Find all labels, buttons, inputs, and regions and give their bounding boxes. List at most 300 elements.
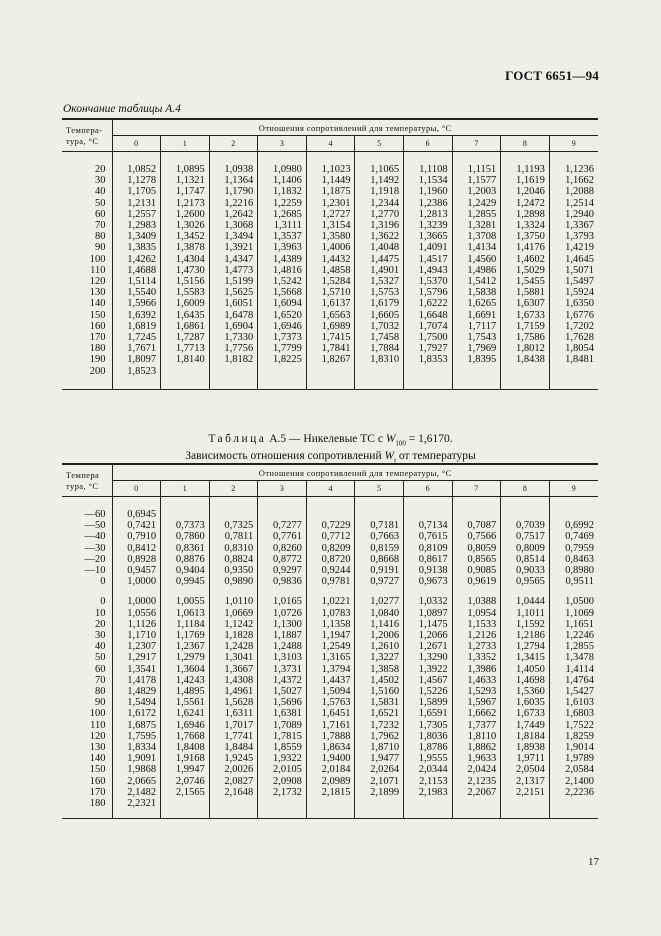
ratio-cell: 0,9945 [161, 576, 210, 587]
temperature-cell: 190 [89, 354, 106, 366]
ratio-cell: 1,2685 [258, 209, 307, 220]
group-header: Отношения сопротивлений для температуры, °С [112, 464, 598, 481]
ratio-cell: 1,8267 [306, 354, 355, 365]
ratio-cell [404, 366, 453, 377]
ratio-cell: 0,8463 [549, 554, 598, 565]
ratio-cell: 1,6605 [355, 310, 404, 321]
ratio-cell: 1,6648 [404, 310, 453, 321]
ratio-cell [404, 798, 453, 809]
ratio-cell: 1,5497 [549, 276, 598, 287]
ratio-cell: 1,4432 [306, 254, 355, 265]
ratio-cell: 1,3239 [404, 220, 453, 231]
ratio-cell: 1,3604 [161, 664, 210, 675]
temperature-cell: 30 [95, 630, 106, 642]
ratio-cell [258, 509, 307, 520]
ratio-cell: 1,0726 [258, 608, 307, 619]
ratio-cell: 1,5763 [306, 697, 355, 708]
ratio-cell: 1,5427 [549, 686, 598, 697]
ratio-cell: 1,7595 [112, 731, 161, 742]
table-row [62, 608, 598, 619]
table-row [62, 520, 598, 531]
temperature-cell: —20 [84, 553, 106, 565]
ratio-cell: 1,2727 [306, 209, 355, 220]
ratio-cell: 1,8481 [549, 354, 598, 365]
ratio-cell: 1,0388 [452, 596, 501, 607]
ratio-cell: 1,6819 [112, 321, 161, 332]
ratio-cell: 2,1983 [404, 787, 453, 798]
ratio-cell: 1,0055 [161, 596, 210, 607]
ratio-cell: 0,9890 [209, 576, 258, 587]
ratio-cell: 1,4816 [258, 265, 307, 276]
ratio-cell: 0,7910 [112, 531, 161, 542]
ratio-cell: 0,7959 [549, 543, 598, 554]
table-row [62, 276, 598, 287]
ratio-cell: 1,0980 [258, 164, 307, 175]
ratio-cell: 1,4560 [452, 254, 501, 265]
ratio-cell: 1,5114 [112, 276, 161, 287]
ratio-cell: 0,9297 [258, 565, 307, 576]
ratio-cell [549, 509, 598, 520]
ratio-cell: 0,8668 [355, 554, 404, 565]
ratio-cell: 1,3196 [355, 220, 404, 231]
temperature-cell: 180 [89, 798, 106, 810]
ratio-cell: 1,2429 [452, 198, 501, 209]
temperature-cell: 120 [89, 276, 106, 288]
ratio-cell: 1,2917 [112, 652, 161, 663]
ratio-cell: 1,7586 [501, 332, 550, 343]
ratio-cell: 1,1416 [355, 619, 404, 630]
ratio-cell: 1,1364 [209, 175, 258, 186]
ratio-cell: 1,4219 [549, 242, 598, 253]
table-row [62, 686, 598, 697]
ratio-cell: 2,1153 [404, 776, 453, 787]
ratio-cell: 1,7458 [355, 332, 404, 343]
ratio-cell: 1,8710 [355, 742, 404, 753]
ratio-cell: 1,5924 [549, 287, 598, 298]
ratio-cell: 1,4262 [112, 254, 161, 265]
ratio-cell: 1,0954 [452, 608, 501, 619]
ratio-cell: 0,8209 [306, 543, 355, 554]
ratio-cell: 1,7074 [404, 321, 453, 332]
ratio-cell: 1,2131 [112, 198, 161, 209]
ratio-cell: 1,3541 [112, 664, 161, 675]
ratio-cell: 0,7039 [501, 520, 550, 531]
ratio-cell: 1,1662 [549, 175, 598, 186]
ratio-cell: 1,7161 [306, 720, 355, 731]
ratio-cell: 0,7277 [258, 520, 307, 531]
ratio-cell: 1,4986 [452, 265, 501, 276]
ratio-cell: 1,9245 [209, 753, 258, 764]
ratio-cell: 1,3878 [161, 242, 210, 253]
ratio-cell: 1,2428 [209, 641, 258, 652]
ratio-cell: 0,7761 [258, 531, 307, 542]
column-header-3: 3 [258, 481, 307, 497]
table-row [62, 509, 598, 520]
ratio-cell: 1,4176 [501, 242, 550, 253]
temperature-cell: 50 [95, 652, 106, 664]
ratio-cell: 0,9457 [112, 565, 161, 576]
ratio-cell: 1,1321 [161, 175, 210, 186]
ratio-cell: 1,3794 [306, 664, 355, 675]
ratio-cell [355, 366, 404, 377]
temperature-cell: 50 [95, 197, 106, 209]
ratio-cell: 1,6904 [209, 321, 258, 332]
ratio-cell: 1,7117 [452, 321, 501, 332]
ratio-cell: 1,0221 [306, 596, 355, 607]
ratio-cell: 1,3731 [258, 664, 307, 675]
ratio-cell: 1,2344 [355, 198, 404, 209]
ratio-cell: 0,7811 [209, 531, 258, 542]
ratio-cell: 1,5966 [112, 298, 161, 309]
ratio-cell: 2,1071 [355, 776, 404, 787]
ratio-cell: 1,4178 [112, 675, 161, 686]
ratio-cell: 1,2488 [258, 641, 307, 652]
ratio-cell: 0,7373 [161, 520, 210, 531]
ratio-cell: 1,5455 [501, 276, 550, 287]
ratio-cell: 1,8097 [112, 354, 161, 365]
ratio-cell: 1,1069 [549, 608, 598, 619]
ratio-cell: 1,3708 [452, 231, 501, 242]
ratio-cell: 1,0840 [355, 608, 404, 619]
temperature-cell: 140 [89, 298, 106, 310]
ratio-cell: 1,2983 [112, 220, 161, 231]
title-subscript: 100 [395, 439, 406, 448]
temperature-cell: 0 [100, 596, 106, 608]
ratio-cell: 1,3537 [258, 231, 307, 242]
ratio-cell [501, 366, 550, 377]
ratio-cell: 1,5899 [404, 697, 453, 708]
ratio-cell: 1,8054 [549, 343, 598, 354]
ratio-cell: 1,7756 [209, 343, 258, 354]
ratio-cell: 0,7860 [161, 531, 210, 542]
ratio-cell [306, 366, 355, 377]
ratio-cell: 1,8036 [404, 731, 453, 742]
ratio-cell: 1,2186 [501, 630, 550, 641]
ratio-cell: 1,4437 [306, 675, 355, 686]
ratio-cell: 1,4308 [209, 675, 258, 686]
ratio-cell: 1,2216 [209, 198, 258, 209]
ratio-cell: 1,5160 [355, 686, 404, 697]
ratio-cell: 1,2472 [501, 198, 550, 209]
ratio-cell: 1,6733 [501, 310, 550, 321]
ratio-cell: 2,0184 [306, 764, 355, 775]
temperature-cell: 180 [89, 343, 106, 355]
ratio-cell: 1,9555 [404, 753, 453, 764]
ratio-cell: 1,2855 [452, 209, 501, 220]
ratio-cell: 0,8565 [452, 554, 501, 565]
ratio-cell: 1,0000 [112, 576, 161, 587]
ratio-cell: 1,3111 [258, 220, 307, 231]
column-header-6: 6 [404, 136, 453, 152]
ratio-cell: 1,3227 [355, 652, 404, 663]
ratio-cell: 1,4372 [258, 675, 307, 686]
ratio-cell: 1,1534 [404, 175, 453, 186]
ratio-cell: 1,1151 [452, 164, 501, 175]
ratio-cell: 1,0500 [549, 596, 598, 607]
ratio-cell: 1,4114 [549, 664, 598, 675]
ratio-cell: 1,9633 [452, 753, 501, 764]
ratio-cell: 1,2367 [161, 641, 210, 652]
table-row [62, 265, 598, 276]
ratio-cell: 1,7032 [355, 321, 404, 332]
table-row [62, 576, 598, 587]
ratio-cell: 1,1406 [258, 175, 307, 186]
ratio-cell: 1,1769 [161, 630, 210, 641]
ratio-cell: 1,1300 [258, 619, 307, 630]
ratio-cell: 1,3580 [306, 231, 355, 242]
table-row [62, 798, 598, 809]
ratio-cell: 1,1705 [112, 186, 161, 197]
ratio-cell: 1,6035 [501, 697, 550, 708]
ratio-cell: 1,7962 [355, 731, 404, 742]
ratio-cell [209, 366, 258, 377]
ratio-cell: 1,9868 [112, 764, 161, 775]
ratio-cell: 1,2046 [501, 186, 550, 197]
ratio-cell: 1,6989 [306, 321, 355, 332]
ratio-cell [209, 509, 258, 520]
ratio-cell: 1,4698 [501, 675, 550, 686]
ratio-cell: 1,0165 [258, 596, 307, 607]
ratio-cell: 1,3103 [258, 652, 307, 663]
ratio-cell: 0,7469 [549, 531, 598, 542]
temperature-cell: 60 [95, 663, 106, 675]
ratio-cell: 1,7927 [404, 343, 453, 354]
ratio-cell: 1,5242 [258, 276, 307, 287]
ratio-cell: 1,4895 [161, 686, 210, 697]
ratio-cell: 0,7712 [306, 531, 355, 542]
ratio-cell: 1,6307 [501, 298, 550, 309]
ratio-cell: 1,4730 [161, 265, 210, 276]
ratio-cell: 2,1317 [501, 776, 550, 787]
ratio-cell: 1,1747 [161, 186, 210, 197]
ratio-cell: 1,8523 [112, 366, 161, 377]
ratio-cell: 1,1278 [112, 175, 161, 186]
ratio-cell: 1,6946 [258, 321, 307, 332]
ratio-cell: 1,8225 [258, 354, 307, 365]
ratio-cell: 1,3415 [501, 652, 550, 663]
ratio-cell: 1,9477 [355, 753, 404, 764]
subtitle-part-a: Зависимость отношения сопротивлений [185, 450, 382, 463]
temperature-cell: 10 [95, 607, 106, 619]
table-row [62, 310, 598, 321]
ratio-cell: 2,2236 [549, 787, 598, 798]
table-row [62, 231, 598, 242]
table-row [62, 708, 598, 719]
ratio-cell: 1,0332 [404, 596, 453, 607]
ratio-cell: 1,5561 [161, 697, 210, 708]
ratio-cell: 1,8634 [306, 742, 355, 753]
table-row [62, 753, 598, 764]
temperature-cell: —40 [84, 531, 106, 543]
ratio-cell: 1,2126 [452, 630, 501, 641]
ratio-cell: 0,7325 [209, 520, 258, 531]
table-row [62, 697, 598, 708]
ratio-cell: 1,6875 [112, 720, 161, 731]
table-row [62, 742, 598, 753]
corner-line-2: тура, °С [66, 135, 99, 146]
ratio-cell [306, 798, 355, 809]
ratio-cell: 1,1960 [404, 186, 453, 197]
ratio-cell: 0,8109 [404, 543, 453, 554]
ratio-cell: 1,5370 [404, 276, 453, 287]
ratio-cell: 1,5284 [306, 276, 355, 287]
table-row [62, 209, 598, 220]
ratio-cell: 1,1126 [112, 619, 161, 630]
temperature-cell: 70 [95, 220, 106, 232]
ratio-cell [258, 366, 307, 377]
ratio-cell: 0,9511 [549, 576, 598, 587]
ratio-cell: 1,2088 [549, 186, 598, 197]
column-header-8: 8 [501, 136, 550, 152]
ratio-cell: 1,6051 [209, 298, 258, 309]
ratio-cell: 0,8361 [161, 543, 210, 554]
ratio-cell: 2,0746 [161, 776, 210, 787]
ratio-cell: 1,5881 [501, 287, 550, 298]
ratio-cell: 1,5094 [306, 686, 355, 697]
ratio-cell: 1,7841 [306, 343, 355, 354]
ratio-cell: 1,9947 [161, 764, 210, 775]
ratio-cell: 1,6392 [112, 310, 161, 321]
ratio-cell: 2,0264 [355, 764, 404, 775]
ratio-cell: 1,4006 [306, 242, 355, 253]
ratio-cell: 1,6451 [306, 708, 355, 719]
ratio-cell: 0,8310 [209, 543, 258, 554]
ratio-cell: 1,7522 [549, 720, 598, 731]
ratio-cell: 1,4091 [404, 242, 453, 253]
ratio-cell: 1,1184 [161, 619, 210, 630]
ratio-cell: 2,2151 [501, 787, 550, 798]
page-number: 17 [588, 856, 599, 868]
table-row [62, 619, 598, 630]
ratio-cell: 1,4347 [209, 254, 258, 265]
ratio-cell: 1,8140 [161, 354, 210, 365]
ratio-cell: 1,0938 [209, 164, 258, 175]
ratio-cell: 1,3750 [501, 231, 550, 242]
ratio-cell: 1,7287 [161, 332, 210, 343]
ratio-cell: 1,7202 [549, 321, 598, 332]
table-row [62, 554, 598, 565]
table-row [62, 565, 598, 576]
ratio-cell: 1,6350 [549, 298, 598, 309]
ratio-cell: 1,3452 [161, 231, 210, 242]
ratio-cell: 1,8484 [209, 742, 258, 753]
temperature-cell: —50 [84, 520, 106, 532]
ratio-cell [258, 798, 307, 809]
ratio-cell: 0,7615 [404, 531, 453, 542]
ratio-cell: 1,4502 [355, 675, 404, 686]
subtitle-symbol: W [384, 450, 395, 463]
ratio-cell: 1,9400 [306, 753, 355, 764]
ratio-cell: 1,2979 [161, 652, 210, 663]
ratio-cell: 0,8260 [258, 543, 307, 554]
table-row [62, 764, 598, 775]
ratio-cell: 1,4901 [355, 265, 404, 276]
ratio-cell: 2,1565 [161, 787, 210, 798]
ratio-cell: 1,9322 [258, 753, 307, 764]
ratio-cell: 1,0897 [404, 608, 453, 619]
ratio-cell: 1,4475 [355, 254, 404, 265]
ratio-cell: 1,4517 [404, 254, 453, 265]
temperature-cell: —60 [84, 509, 106, 520]
spacer-row [62, 809, 598, 819]
ratio-cell: 0,9350 [209, 565, 258, 576]
temperature-cell: 80 [95, 686, 106, 698]
column-header-7: 7 [452, 136, 501, 152]
ratio-cell: 1,4567 [404, 675, 453, 686]
ratio-cell [355, 509, 404, 520]
temperature-cell: 110 [90, 719, 106, 731]
table-row [62, 652, 598, 663]
ratio-cell: 1,2246 [549, 630, 598, 641]
ratio-cell: 0,9244 [306, 565, 355, 576]
ratio-cell: 1,9014 [549, 742, 598, 753]
ratio-cell: 1,4243 [161, 675, 210, 686]
ratio-cell: 1,1887 [258, 630, 307, 641]
ratio-cell: 1,6009 [161, 298, 210, 309]
ratio-cell: 1,5226 [404, 686, 453, 697]
ratio-cell: 1,5753 [355, 287, 404, 298]
ratio-cell: 1,4633 [452, 675, 501, 686]
ratio-cell [209, 798, 258, 809]
ratio-cell: 1,5967 [452, 697, 501, 708]
ratio-cell: 0,8772 [258, 554, 307, 565]
ratio-cell: 1,8862 [452, 742, 501, 753]
ratio-cell: 1,7232 [355, 720, 404, 731]
ratio-cell: 1,6591 [404, 708, 453, 719]
ratio-cell: 1,7377 [452, 720, 501, 731]
ratio-cell: 1,6381 [258, 708, 307, 719]
ratio-cell: 2,0665 [112, 776, 161, 787]
ratio-cell: 1,5293 [452, 686, 501, 697]
corner-line-1: Темпера- [66, 124, 103, 135]
ratio-cell [355, 798, 404, 809]
ratio-cell: 1,7713 [161, 343, 210, 354]
column-header-7: 7 [452, 481, 501, 497]
ratio-cell: 0,9138 [404, 565, 453, 576]
ratio-cell: 0,9727 [355, 576, 404, 587]
column-header-0: 0 [112, 136, 161, 152]
ratio-cell: 1,3793 [549, 231, 598, 242]
ratio-cell: 1,7449 [501, 720, 550, 731]
ratio-cell: 1,6265 [452, 298, 501, 309]
ratio-cell: 1,5071 [549, 265, 598, 276]
ratio-cell: 1,6520 [258, 310, 307, 321]
temperature-cell: 200 [89, 365, 106, 377]
ratio-cell: 1,2855 [549, 641, 598, 652]
temperature-cell: 140 [89, 753, 106, 765]
ratio-cell: 0,8876 [161, 554, 210, 565]
ratio-cell: 1,6179 [355, 298, 404, 309]
table-row [62, 776, 598, 787]
ratio-cell: 0,8720 [306, 554, 355, 565]
temperature-cell: 70 [95, 674, 106, 686]
ratio-cell: 1,2770 [355, 209, 404, 220]
table-row [62, 164, 598, 175]
ratio-cell: 1,1592 [501, 619, 550, 630]
ratio-cell: 1,2259 [258, 198, 307, 209]
column-header-1: 1 [161, 481, 210, 497]
ratio-cell [501, 798, 550, 809]
ratio-cell: 1,5696 [258, 697, 307, 708]
ratio-cell: 1,1236 [549, 164, 598, 175]
ratio-cell: 1,8259 [549, 731, 598, 742]
ratio-cell: 1,7668 [161, 731, 210, 742]
ratio-cell [501, 509, 550, 520]
ratio-cell: 1,3290 [404, 652, 453, 663]
ratio-cell: 1,3835 [112, 242, 161, 253]
ratio-cell: 1,1533 [452, 619, 501, 630]
ratio-cell: 1,3921 [209, 242, 258, 253]
